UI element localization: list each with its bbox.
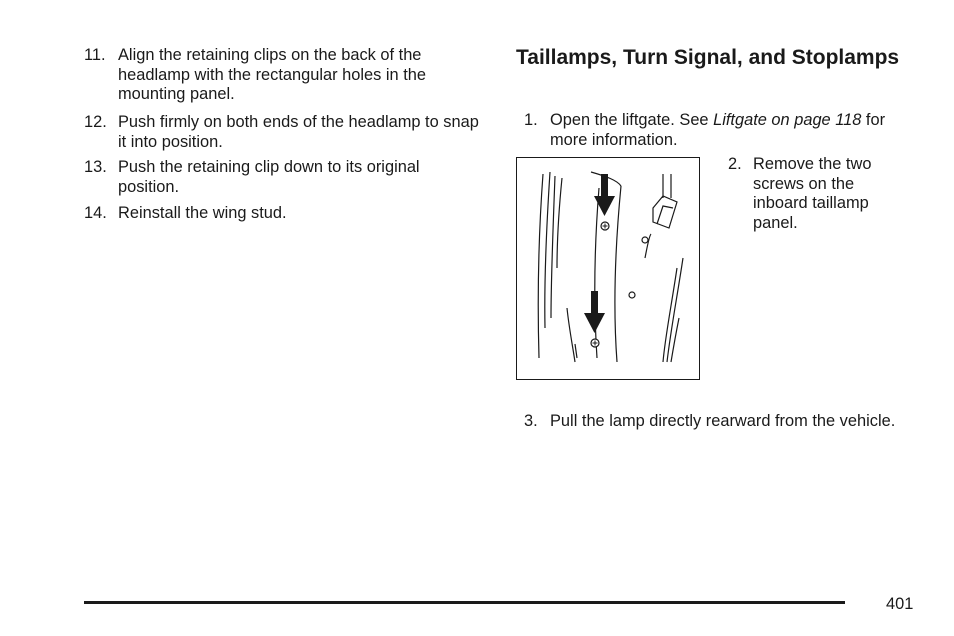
step-text: Pull the lamp directly rearward from the vehicle. [550,412,896,430]
page-reference-link[interactable]: Liftgate on page 118 [713,111,862,129]
step-number: 12. [84,113,107,131]
page-number: 401 [886,595,914,613]
step-text: Push firmly on both ends of the headlamp to snap it into position. [118,113,479,151]
step-11 [84,46,479,106]
step-text: Push the retaining clip down to its original position. [118,158,420,196]
arrow-down-icon [584,174,615,333]
step-13 [84,158,479,198]
step-number: 1. [524,111,538,129]
taillamp-drawing [517,158,698,378]
step-1 [516,111,916,151]
step-2 [720,155,880,235]
step-text: Reinstall the wing stud. [118,204,287,222]
step-text-after: for more information. [550,111,886,149]
step-text-before: Open the liftgate. See [550,111,714,129]
step-text: Align the retaining clips on the back of the headlamp with the rectangular holes in the mounting panel. [118,46,426,104]
step-number: 13. [84,158,107,176]
step-number: 3. [524,412,538,430]
step-3 [516,412,916,452]
step-12 [84,113,479,153]
step-text [550,111,910,150]
step-14 [84,204,479,224]
step-number: 14. [84,204,107,222]
taillamp-illustration [516,157,700,380]
step-text: Remove the two screws on the inboard taillamp panel. [753,155,872,232]
footer-rule [84,601,845,604]
section-heading: Taillamps, Turn Signal, and Stoplamps [516,46,900,69]
step-number: 11. [84,46,106,64]
step-number: 2. [728,155,742,173]
